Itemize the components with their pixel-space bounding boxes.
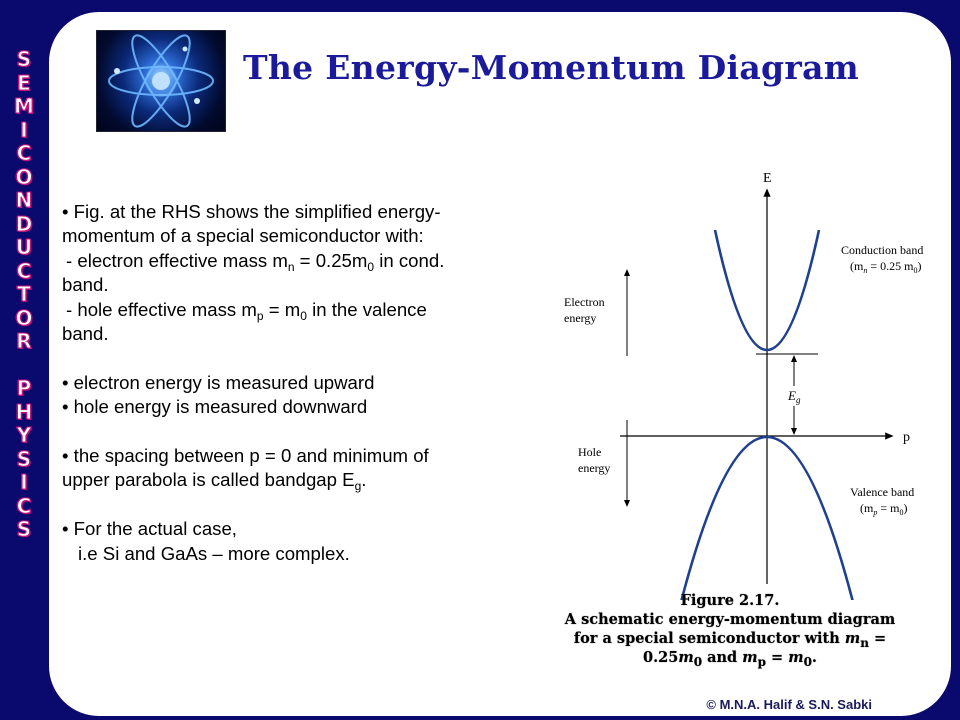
bullet-line: i.e Si and GaAs – more complex. [78, 542, 350, 564]
side-title-spacer [8, 354, 40, 378]
side-title-letter: C [16, 493, 32, 518]
bullet-line: • Fig. at the RHS shows the simplified energy- [62, 201, 441, 222]
bullet-line: upper parabola is called bandgap $E_g$. [62, 469, 367, 494]
conduction-band-label: Conduction band [841, 243, 924, 257]
conduction-mass-label: ($m_n = 0.25$ $m_0$) [850, 259, 922, 275]
side-title-letter: I [20, 470, 28, 494]
side-title-letter: C [16, 258, 32, 283]
side-title-letter: T [17, 282, 31, 306]
hole-energy-label: Hole [578, 445, 602, 459]
side-title-letter: O [15, 305, 33, 330]
side-title-letter: U [15, 235, 33, 259]
atom-logo-image [96, 30, 226, 132]
copyright-credit: © M.N.A. Halif & S.N. Sabki [706, 697, 872, 712]
side-title-letter: P [16, 376, 32, 400]
side-title-letter: C [16, 141, 32, 165]
bullet-line: momentum of a special semiconductor with: [62, 225, 424, 247]
bullet-line: - electron effective mass $m_n = 0.25m_0$ in cond. [66, 249, 445, 274]
valence-band-label: Valence band [850, 485, 915, 499]
side-title [8, 48, 40, 542]
bullet-line: • electron energy is measured upward [62, 371, 375, 393]
caption-line: for a special semiconductor with $m_n$ = [573, 630, 887, 650]
valence-mass-label: $(m_p = m_0)$ [860, 501, 908, 517]
energy-momentum-diagram [560, 160, 940, 600]
side-title-letter: E [17, 70, 31, 95]
caption-line: Figure 2.17. [680, 592, 780, 609]
bandgap-label: $E_g$ [788, 388, 801, 405]
side-title-letter: I [20, 117, 28, 142]
electron-energy-label: Electron [564, 295, 605, 309]
side-title-letter: O [15, 164, 33, 189]
caption-line: A schematic energy-momentum diagram [564, 611, 896, 628]
side-title-letter: S [16, 446, 32, 471]
bullet-line: • hole energy is measured downward [62, 396, 368, 418]
p-axis-label: p [903, 430, 910, 445]
bullet-line: band. [62, 323, 109, 345]
side-title-letter: S [16, 517, 32, 541]
side-title-letter: M [14, 94, 34, 118]
figure-caption [520, 591, 940, 667]
electron-energy-label: energy [564, 311, 597, 325]
side-title-letter: N [15, 188, 33, 212]
bullet-line: • For the actual case, [62, 518, 237, 540]
bullet-line: - hole effective mass $m_p = m_0$ in the valence [66, 298, 427, 323]
side-title-letter: D [15, 211, 33, 236]
hole-energy-label: energy [578, 461, 611, 475]
bullet-line: band. [62, 274, 109, 296]
e-axis-label: E [763, 171, 772, 186]
bullet-line: • the spacing between p = 0 and minimum of [62, 445, 429, 467]
side-title-letter: H [15, 399, 33, 424]
side-title-letter: S [16, 47, 32, 71]
side-title-letter: Y [16, 423, 32, 447]
side-title-letter: R [16, 329, 32, 353]
caption-line: $0.25m_0$ and $m_p = m_0$. [643, 649, 817, 669]
bullet-list [62, 200, 562, 566]
atom-icon [97, 31, 225, 131]
page-title: The Energy-Momentum Diagram [243, 48, 859, 87]
